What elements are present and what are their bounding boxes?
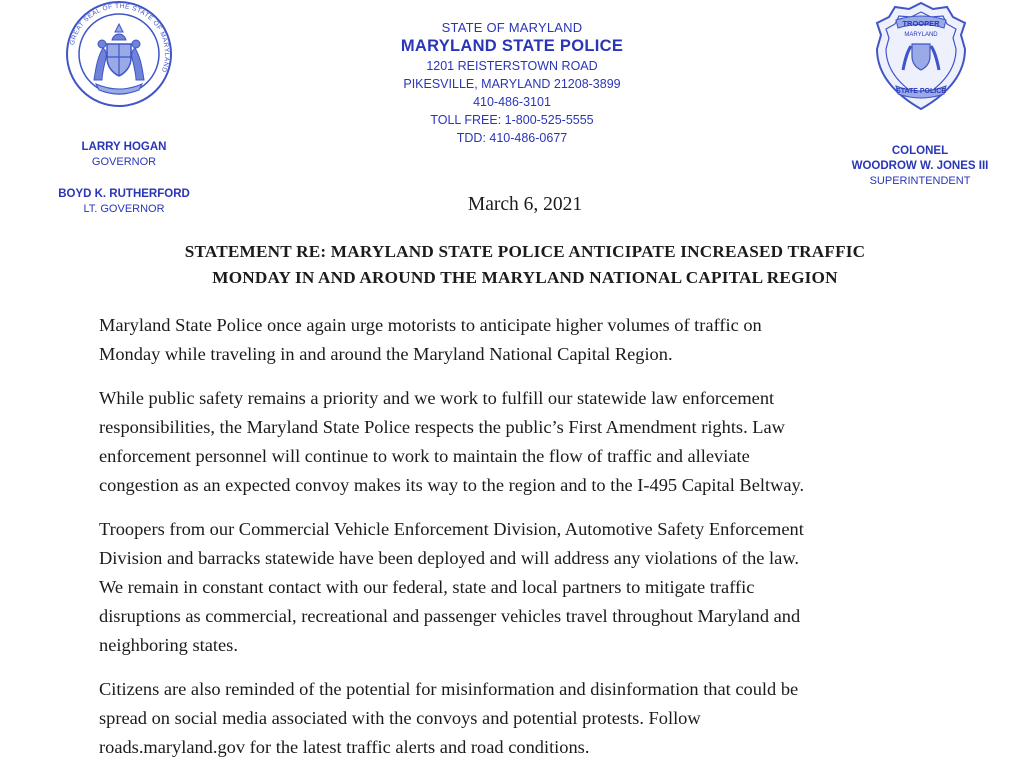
lt-governor-title: LT. GOVERNOR <box>83 203 165 215</box>
governor-block <box>64 140 184 170</box>
badge-mid-text: MARYLAND <box>904 32 938 38</box>
paragraph-2: While public safety remains a priority and we work to fulfill our statewide law enforcement responsibilities, the Maryland State Police respects the public’s First Amendment rights. Law enforcement personnel will continue to work to maintain the flow of traffic and alleviate congestion as an expected convoy makes its way to the region and to the I-495 Capital Beltway. <box>99 388 805 495</box>
seal-ring-text: GREAT SEAL OF THE STATE OF MARYLAND <box>68 2 171 74</box>
phone-number: 410-486-3101 <box>473 95 551 109</box>
lt-governor-block <box>44 187 204 217</box>
paragraph-1: Maryland State Police once again urge motorists to anticipate higher volumes of traffic on Monday while traveling in and around the Maryland National Capital Region. <box>99 315 762 364</box>
badge-bottom-text: STATE POLICE <box>896 88 946 95</box>
headline-line-1: STATEMENT RE: MARYLAND STATE POLICE ANTICIPATE INCREASED TRAFFIC <box>184 242 866 261</box>
lt-governor-name: BOYD K. RUTHERFORD <box>58 188 190 200</box>
maryland-state-seal-icon <box>60 0 178 108</box>
superintendent-name: WOODROW W. JONES III <box>851 160 989 172</box>
agency-letterhead <box>312 20 712 147</box>
headline-line-2: MONDAY IN AND AROUND THE MARYLAND NATIONAL CAPITAL REGION <box>212 268 838 287</box>
agency-name: MARYLAND STATE POLICE <box>400 37 624 55</box>
superintendent-title: SUPERINTENDENT <box>869 175 971 187</box>
superintendent-block <box>830 144 1010 189</box>
statement-body <box>99 311 949 777</box>
paragraph-4: Citizens are also reminded of the potential for misinformation and disinformation that could be spread on social media associated with the convoys and potential protests. Follow roads.maryland.gov for the latest traffic alerts and road conditions. <box>99 679 799 757</box>
paragraph-3: Troopers from our Commercial Vehicle Enforcement Division, Automotive Safety Enforcement Division and barracks statewide have been deployed and will address any violations of the law. We remain in constant contact with our federal, state and local partners to mitigate traffic disruptions as commercial, recreational and passenger vehicles travel throughout Maryland and neighboring states. <box>99 519 804 655</box>
tdd-number: TDD: 410-486-0677 <box>456 131 568 145</box>
statement-headline <box>110 239 940 291</box>
release-date: March 6, 2021 <box>467 194 583 215</box>
governor-title: GOVERNOR <box>91 156 157 168</box>
address-line-2: PIKESVILLE, MARYLAND 21208-3899 <box>403 77 621 91</box>
superintendent-rank: COLONEL <box>891 145 949 157</box>
governor-name: LARRY HOGAN <box>81 141 167 153</box>
badge-top-text: TROOPER <box>902 19 940 28</box>
state-name: STATE OF MARYLAND <box>441 20 583 35</box>
trooper-badge-icon <box>870 0 972 114</box>
toll-free-number: TOLL FREE: 1-800-525-5555 <box>430 113 594 127</box>
address-line-1: 1201 REISTERSTOWN ROAD <box>426 59 598 73</box>
